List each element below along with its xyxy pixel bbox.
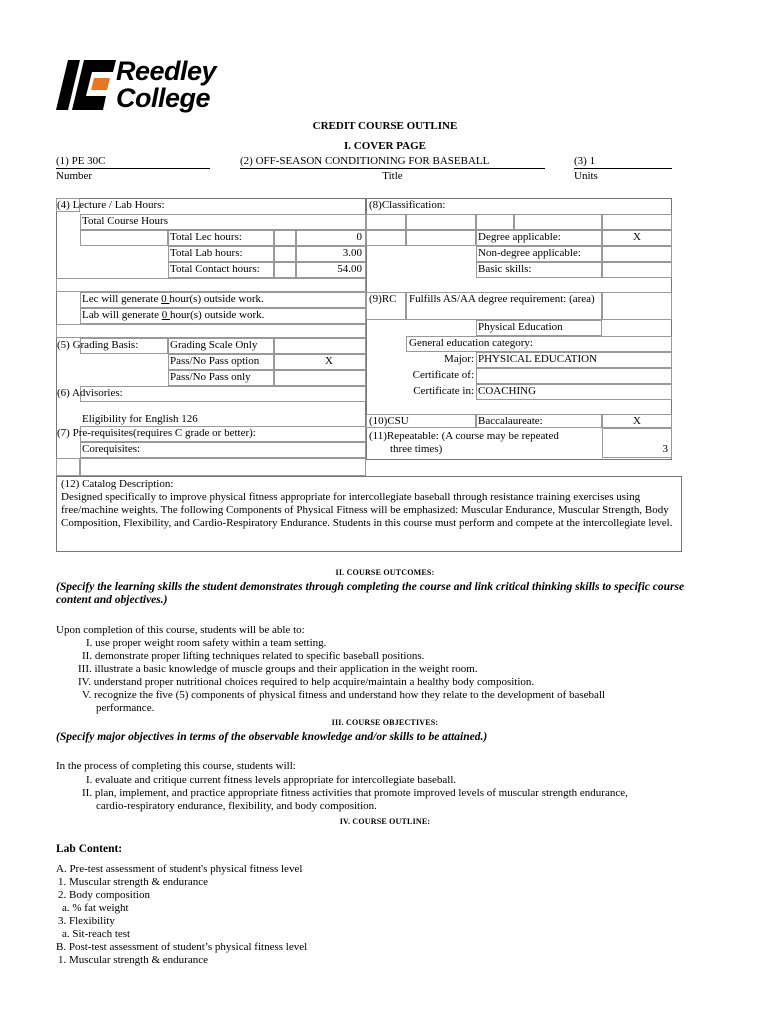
non-degree-applicable-label: Non-degree applicable: bbox=[478, 247, 581, 259]
course-outcomes-heading: II. COURSE OUTCOMES: bbox=[335, 568, 435, 577]
course-number-value: (1) PE 30C bbox=[56, 155, 210, 169]
basic-skills-label: Basic skills: bbox=[478, 263, 532, 275]
course-objectives-heading: III. COURSE OBJECTIVES: bbox=[331, 718, 439, 727]
course-objectives-instruction: (Specify major objectives in terms of the observable knowledge and/or skills to be attained.) bbox=[56, 731, 488, 743]
ge-area-physical-education: Physical Education bbox=[478, 321, 563, 333]
degree-applicable-mark: X bbox=[633, 231, 641, 243]
degree-applicable-label: Degree applicable: bbox=[478, 231, 561, 243]
reedley-college-logo bbox=[56, 56, 286, 114]
advisories-label: (6) Advisories: bbox=[57, 387, 123, 399]
outline-item: B. Post-test assessment of student’s physical fitness level bbox=[56, 941, 308, 953]
total-course-hours-label: Total Course Hours bbox=[82, 215, 168, 227]
prerequisites-label: (7) Pre-requisites(requires C grade or better): bbox=[57, 427, 256, 439]
lecture-lab-hours-label: (4) Lecture / Lab Hours: bbox=[57, 199, 165, 211]
outcome-item: II. demonstrate proper lifting techniques related to specific baseball positions. bbox=[82, 650, 425, 662]
total-contact-hours-value: 54.00 bbox=[337, 263, 362, 275]
outcome-item: performance. bbox=[96, 702, 155, 714]
lab-content-heading: Lab Content: bbox=[56, 843, 123, 855]
total-lab-hours-label: Total Lab hours: bbox=[170, 247, 243, 259]
lab-outside-work: Lab will generate 0 hour(s) outside work. bbox=[82, 309, 265, 321]
corequisites-label: Corequisites: bbox=[82, 443, 141, 455]
certificate-in-label: Certificate in: bbox=[413, 385, 474, 397]
catalog-description-text: Designed specifically to improve physical fitness appropriate for intercollegiate baseball through resistance training exercises using free/machine weights. The following Components of Physical Fitness will be emphasized: Muscular Endurance, Muscular Strength, Body Composition, Flexibility, and Cardio-Respiratory Endurance. Students in this course must perform and compete at the intercollegiate level. bbox=[61, 491, 673, 529]
objective-item: cardio-respiratory endurance, flexibility, and body composition. bbox=[96, 800, 377, 812]
course-objectives-intro: In the process of completing this course, students will: bbox=[56, 760, 296, 772]
units-value: (3) 1 bbox=[574, 155, 672, 169]
outline-item: a. % fat weight bbox=[62, 902, 129, 914]
outcome-item: V. recognize the five (5) components of physical fitness and understand how they relate to the development of baseball bbox=[82, 689, 606, 701]
baccalaureate-label: Baccalaureate: bbox=[478, 415, 543, 427]
outcome-item: IV. understand proper nutritional choices required to help acquire/maintain a healthy body composition. bbox=[78, 676, 535, 688]
major-label: Major: bbox=[444, 353, 474, 365]
outline-item: 1. Muscular strength & endurance bbox=[58, 954, 208, 966]
course-outcomes-instruction: (Specify the learning skills the student demonstrates through completing the course and link critical thinking skills to specific course content and objectives.) bbox=[56, 581, 685, 606]
logo-text-line1: Reedley bbox=[116, 56, 217, 86]
course-title-value: (2) OFF-SEASON CONDITIONING FOR BASEBALL bbox=[240, 155, 545, 169]
classification-label: (8)Classification: bbox=[369, 199, 446, 211]
outline-item: 2. Body composition bbox=[58, 889, 150, 901]
advisory-eligibility: Eligibility for English 126 bbox=[82, 413, 198, 425]
repeatable-label-cont: three times) bbox=[390, 443, 443, 455]
repeatable-label: (11)Repeatable: (A course may be repeated bbox=[369, 430, 559, 442]
repeatable-value: 3 bbox=[662, 443, 668, 455]
general-education-category-label: General education category: bbox=[409, 337, 533, 349]
total-lab-hours-value: 3.00 bbox=[342, 247, 362, 259]
outline-item: 3. Flexibility bbox=[58, 915, 115, 927]
document-title: CREDIT COURSE OUTLINE bbox=[312, 120, 458, 132]
outline-item: 1. Muscular strength & endurance bbox=[58, 876, 208, 888]
course-outline-heading: IV. COURSE OUTLINE: bbox=[339, 817, 431, 826]
grading-option-pass-no-pass: Pass/No Pass option bbox=[170, 355, 260, 367]
outline-item: a. Sit-reach test bbox=[62, 928, 131, 940]
total-lec-hours-label: Total Lec hours: bbox=[170, 231, 242, 243]
catalog-description-label: (12) Catalog Description: bbox=[61, 478, 174, 490]
total-contact-hours-label: Total Contact hours: bbox=[170, 263, 260, 275]
objective-item: I. evaluate and critique current fitness levels appropriate for intercollegiate baseball. bbox=[86, 774, 457, 786]
certificate-of-label: Certificate of: bbox=[412, 369, 474, 381]
outline-item: A. Pre-test assessment of student's physical fitness level bbox=[56, 863, 303, 875]
rc-label: (9)RC bbox=[369, 293, 397, 305]
logo-mark-icon bbox=[56, 56, 116, 114]
total-lec-hours-value: 0 bbox=[356, 231, 362, 243]
grading-option-scale-only: Grading Scale Only bbox=[170, 339, 258, 351]
certificate-in-value: COACHING bbox=[478, 385, 537, 397]
logo-text-line2: College bbox=[116, 83, 211, 113]
outcome-item: III. illustrate a basic knowledge of muscle groups and their application in the weight room. bbox=[78, 663, 478, 675]
grading-basis-label: (5) Grading Basis: bbox=[57, 339, 139, 351]
grading-option-pass-no-pass-mark: X bbox=[325, 355, 333, 367]
course-title-label: Title bbox=[382, 170, 403, 182]
course-outcomes-intro: Upon completion of this course, students will be able to: bbox=[56, 624, 305, 636]
units-label: Units bbox=[574, 170, 598, 182]
fulfills-degree-label: Fulfills AS/AA degree requirement: (area) bbox=[409, 293, 595, 305]
cover-page-heading: I. COVER PAGE bbox=[344, 140, 426, 152]
outcome-item: I. use proper weight room safety within a team setting. bbox=[86, 637, 327, 649]
baccalaureate-mark: X bbox=[633, 415, 641, 427]
lec-outside-work: Lec will generate 0 hour(s) outside work. bbox=[82, 293, 264, 305]
objective-item: II. plan, implement, and practice appropriate fitness activities that promote improved levels of muscular strength endurance, bbox=[82, 787, 628, 799]
major-value: PHYSICAL EDUCATION bbox=[478, 353, 598, 365]
grading-option-pass-no-pass-only: Pass/No Pass only bbox=[170, 371, 251, 383]
course-number-label: Number bbox=[56, 170, 93, 182]
csu-label: (10)CSU bbox=[369, 415, 409, 427]
